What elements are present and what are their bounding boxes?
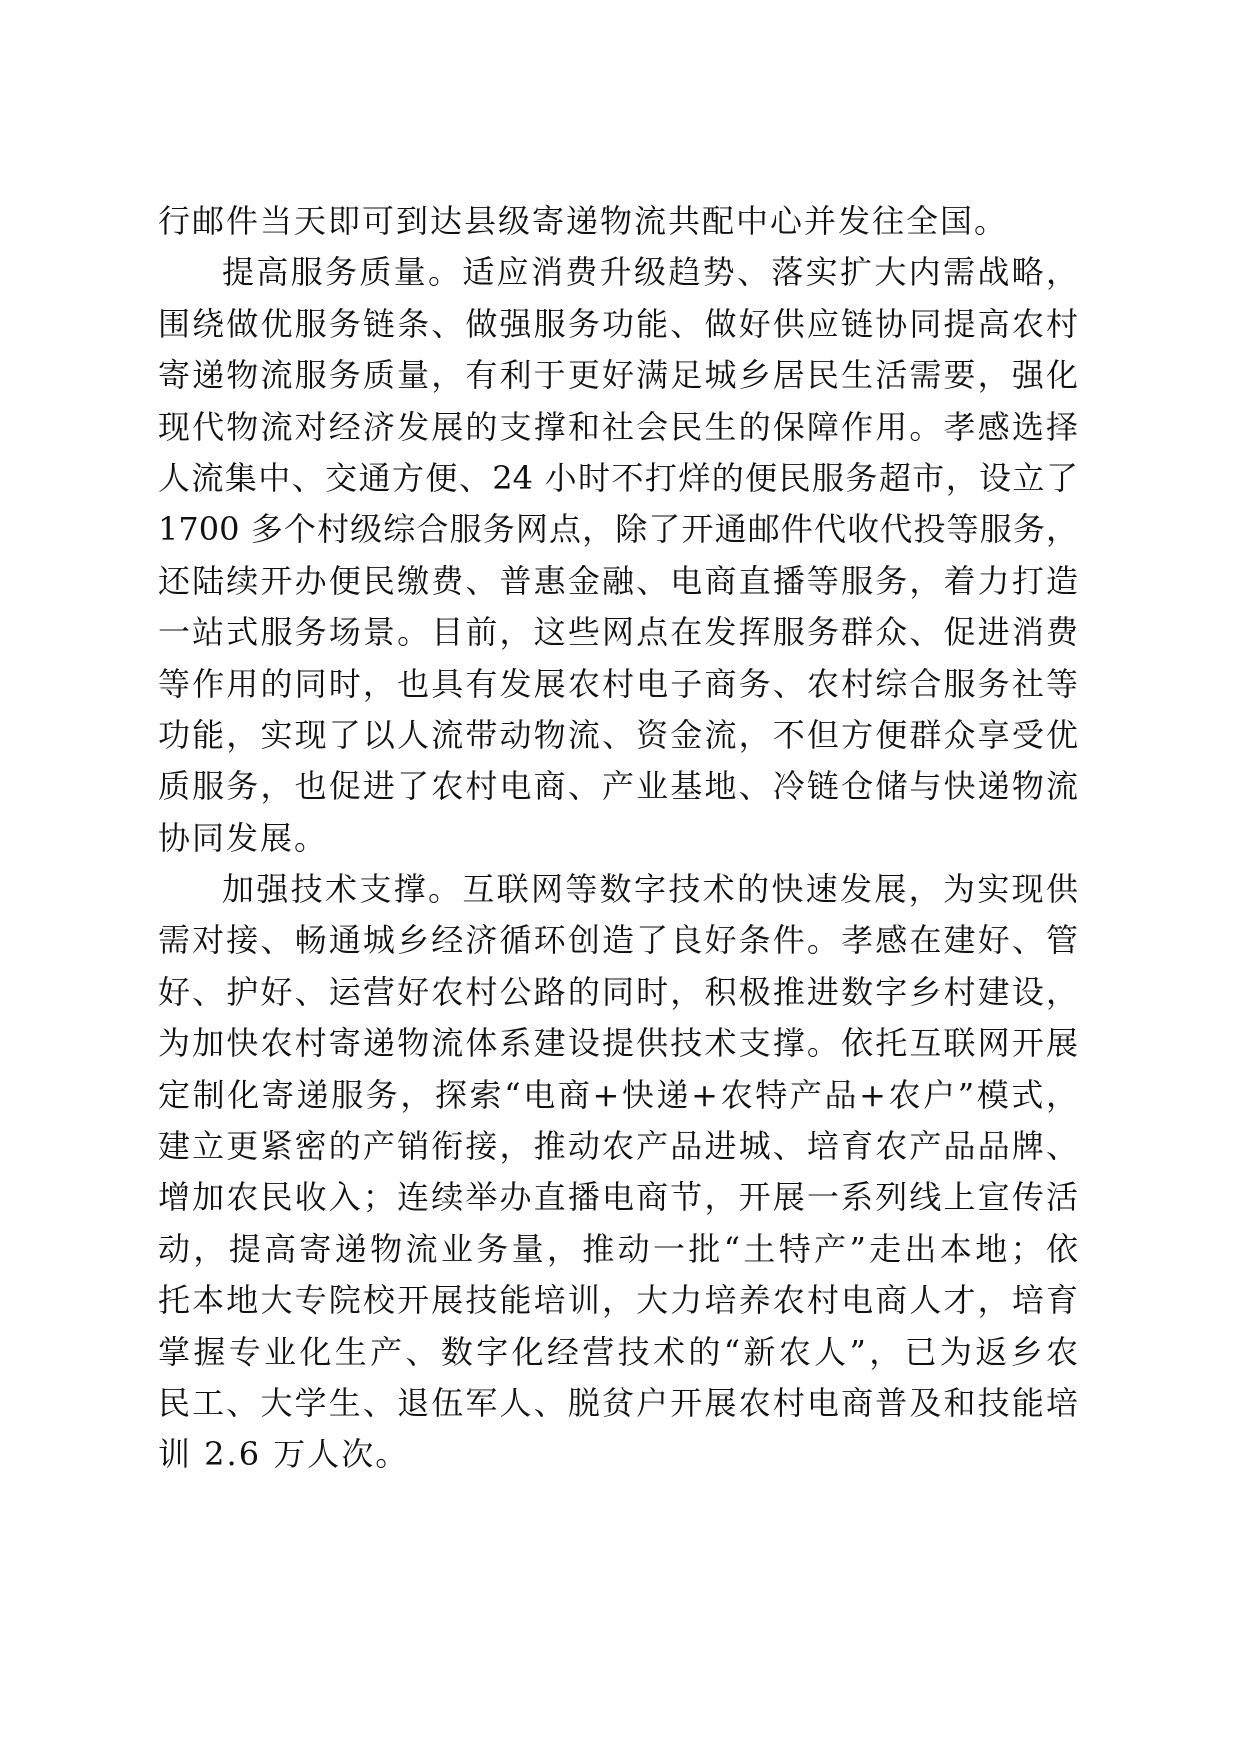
text-line: 还陆续开办便民缴费、普惠金融、电商直播等服务，着力打造 xyxy=(158,561,1078,600)
text-line: 为加快农村寄递物流体系建设提供技术支撑。依托互联网开展 xyxy=(158,1024,1078,1063)
text-line: 建立更紧密的产销衔接，推动农产品进城、培育农产品品牌、 xyxy=(158,1127,1078,1166)
text-line: 增加农民收入；连续举办直播电商节，开展一系列线上宣传活 xyxy=(158,1178,1078,1217)
paragraph-service-quality xyxy=(158,247,1078,864)
text-line: 等作用的同时，也具有发展农村电子商务、农村综合服务社等 xyxy=(158,664,1078,703)
text-line: 加强技术支撑。互联网等数字技术的快速发展，为实现供 xyxy=(222,870,1078,909)
text-line: 行邮件当天即可到达县级寄递物流共配中心并发往全国。 xyxy=(158,202,1009,240)
text-line: 托本地大专院校开展技能培训，大力培养农村电商人才，培育 xyxy=(158,1281,1078,1320)
text-line: 训 2.6 万人次。 xyxy=(158,1435,410,1474)
paragraph-continuation xyxy=(158,196,1078,247)
text-line: 一站式服务场景。目前，这些网点在发挥服务群众、促进消费 xyxy=(158,613,1078,652)
text-line: 需对接、畅通城乡经济循环创造了良好条件。孝感在建好、管 xyxy=(158,921,1078,960)
text-line: 协同发展。 xyxy=(158,818,329,857)
text-line: 提高服务质量。适应消费升级趋势、落实扩大内需战略， xyxy=(222,253,1078,292)
body-text xyxy=(158,196,1078,1481)
text-line: 围绕做优服务链条、做强服务功能、做好供应链协同提高农村 xyxy=(158,304,1078,343)
paragraph-tech-support xyxy=(158,864,1078,1481)
text-line: 寄递物流服务质量，有利于更好满足城乡居民生活需要，强化 xyxy=(158,356,1078,395)
text-line: 定制化寄递服务，探索“电商+快递+农特产品+农户”模式， xyxy=(158,1075,1078,1114)
text-line: 功能，实现了以人流带动物流、资金流，不但方便群众享受优 xyxy=(158,715,1078,754)
text-line: 民工、大学生、退伍军人、脱贫户开展农村电商普及和技能培 xyxy=(158,1383,1078,1422)
text-line: 人流集中、交通方便、24 小时不打烊的便民服务超市，设立了 xyxy=(158,458,1078,497)
text-line: 1700 多个村级综合服务网点，除了开通邮件代收代投等服务， xyxy=(158,510,1078,549)
text-line: 掌握专业化生产、数字化经营技术的“新农人”，已为返乡农 xyxy=(158,1332,1078,1371)
text-line: 现代物流对经济发展的支撑和社会民生的保障作用。孝感选择 xyxy=(158,407,1078,446)
text-line: 好、护好、运营好农村公路的同时，积极推进数字乡村建设， xyxy=(158,972,1078,1011)
text-line: 质服务，也促进了农村电商、产业基地、冷链仓储与快递物流 xyxy=(158,767,1078,806)
text-line: 动，提高寄递物流业务量，推动一批“土特产”走出本地；依 xyxy=(158,1229,1078,1268)
